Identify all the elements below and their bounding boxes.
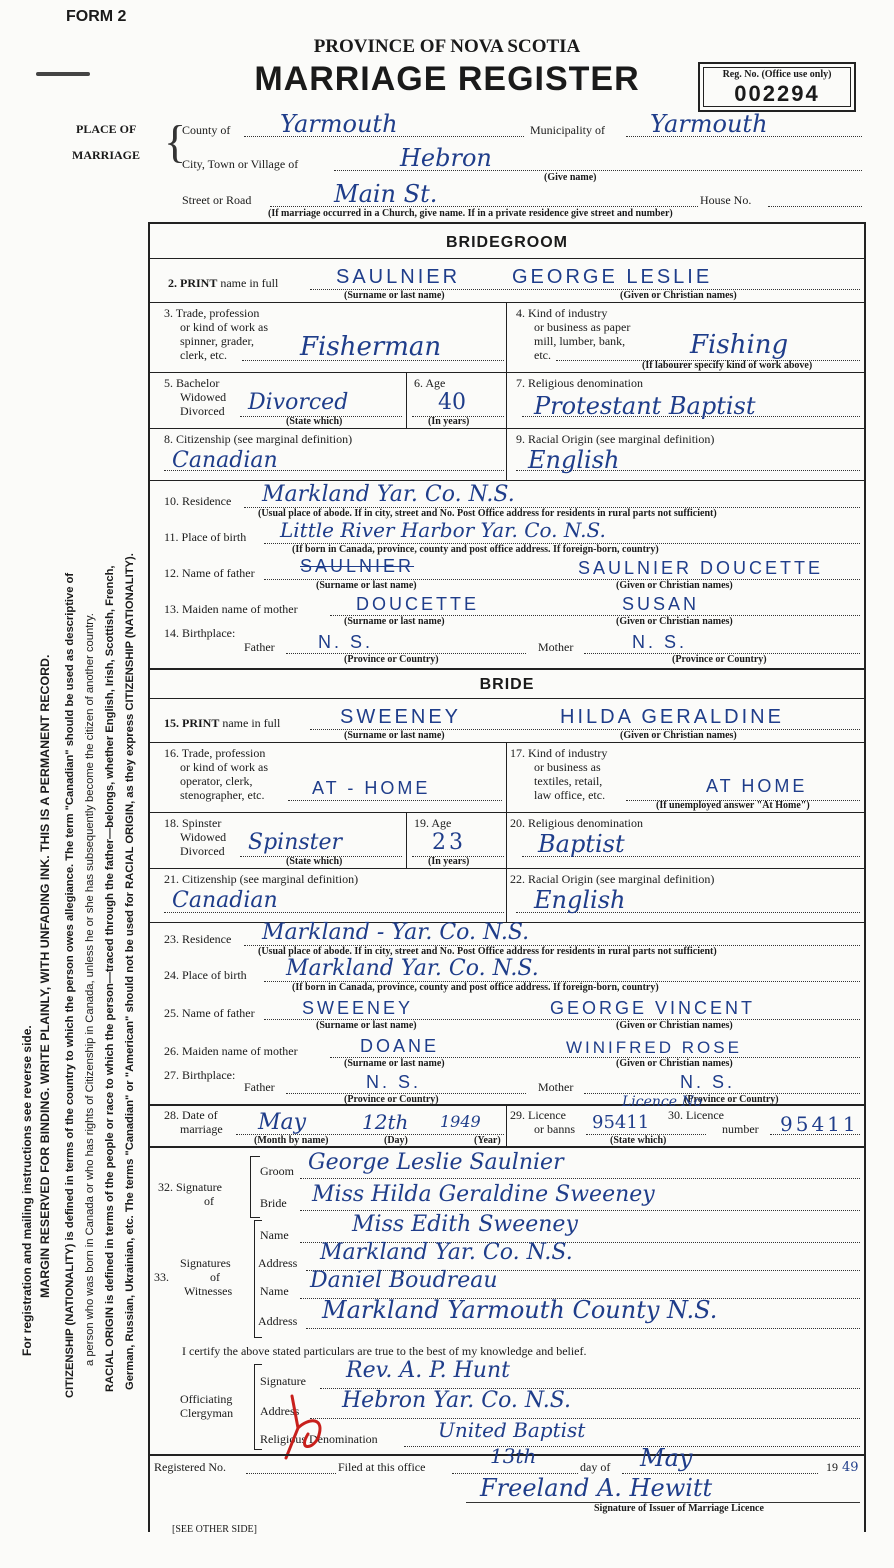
bride-father-surname-note: (Surname or last name) bbox=[316, 1020, 417, 1031]
groom-surname: SAULNIER bbox=[336, 266, 461, 288]
officiating-label-a: Officiating bbox=[180, 1392, 233, 1406]
surname-note: (Surname or last name) bbox=[344, 290, 445, 301]
w1-name: Miss Edith Sweeney bbox=[352, 1212, 578, 1237]
see-other-side: [SEE OTHER SIDE] bbox=[172, 1524, 257, 1535]
denomination-label: Religious Denomination bbox=[260, 1432, 378, 1446]
f11-label: 11. Place of birth bbox=[164, 530, 247, 544]
f16-label-b: or kind of work as bbox=[180, 760, 268, 774]
clergy-denomination: United Baptist bbox=[438, 1418, 586, 1442]
f14-mother-prov-note: (Province or Country) bbox=[672, 654, 767, 665]
groom-trade: Fisherman bbox=[300, 332, 442, 362]
issuer-signature: Freeland A. Hewitt bbox=[480, 1474, 713, 1502]
bride-given: HILDA GERALDINE bbox=[560, 706, 784, 728]
f4-label-c: mill, lumber, bank, bbox=[534, 334, 626, 348]
licence-number: 95411 bbox=[780, 1112, 859, 1136]
f33-num: 33. bbox=[154, 1270, 169, 1284]
groom-label: Groom bbox=[260, 1164, 294, 1178]
marriage-day: 12th bbox=[362, 1110, 409, 1134]
f7-label: 7. Religious denomination bbox=[516, 376, 643, 390]
f4-label-b: or business as paper bbox=[534, 320, 631, 334]
f9-label: 9. Racial Origin (see marginal definition) bbox=[516, 432, 715, 446]
page-title: MARRIAGE REGISTER bbox=[254, 60, 640, 98]
filed-month: May bbox=[640, 1444, 693, 1472]
bride-trade: AT - HOME bbox=[312, 778, 431, 798]
bride-mother-birth: N. S. bbox=[680, 1072, 736, 1092]
clergy-address-label: Address bbox=[260, 1404, 300, 1418]
f4-label-a: 4. Kind of industry bbox=[516, 306, 608, 320]
bride-father-surname: SWEENEY bbox=[302, 998, 414, 1018]
ink-mark bbox=[36, 72, 90, 76]
f33-label-a: Signatures bbox=[180, 1256, 231, 1270]
bride-given-note: (Given or Christian names) bbox=[620, 730, 737, 741]
f29-label-b: or banns bbox=[534, 1122, 575, 1136]
margin-line-6: German, Russian, Ukrainian, etc. The terms "Canadian" or "American" should not be used for RACIAL ORIGIN, as they express CITIZENSHIP (NATIONALITY). bbox=[124, 553, 136, 1390]
bride-in-years: (In years) bbox=[428, 856, 470, 867]
bride-mother-given-note: (Given or Christian names) bbox=[616, 1058, 733, 1069]
marriage-year: 1949 bbox=[440, 1112, 481, 1131]
in-years: (In years) bbox=[428, 416, 470, 427]
f23-label: 23. Residence bbox=[164, 932, 232, 946]
f28-label-b: marriage bbox=[180, 1122, 223, 1136]
bride-birthplace: Markland Yar. Co. N.S. bbox=[286, 956, 539, 981]
groom-industry: Fishing bbox=[690, 330, 789, 360]
f19-label: 19. Age bbox=[414, 816, 452, 830]
groom-religion: Protestant Baptist bbox=[534, 392, 756, 420]
bride-birthplace-note: (If born in Canada, province, county and post office address. If foreign-born, country) bbox=[292, 982, 659, 993]
w2-address-label: Address bbox=[258, 1314, 298, 1328]
f17-label-b: or business as bbox=[534, 760, 601, 774]
groom-mother-birth: N. S. bbox=[632, 632, 688, 652]
groom-father-surname: SAULNIER bbox=[300, 556, 415, 576]
clergy-signature: Rev. A. P. Hunt bbox=[346, 1358, 510, 1383]
margin-line-1: For registration and mailing instructions see reverse side. bbox=[20, 1025, 34, 1356]
county-label: County of bbox=[182, 123, 231, 137]
w2-name-label: Name bbox=[260, 1284, 289, 1298]
bride-industry-note: (If unemployed answer "At Home") bbox=[656, 800, 810, 811]
year-note: (Year) bbox=[474, 1135, 501, 1146]
licence-type: Licence No bbox=[622, 1094, 703, 1110]
f3-label-d: clerk, etc. bbox=[180, 348, 227, 362]
f32-label-a: 32. Signature bbox=[158, 1180, 222, 1194]
registration-number-box bbox=[698, 62, 856, 112]
filed-year-prefix: 19 bbox=[826, 1460, 838, 1474]
industry-note: (If labourer specify kind of work above) bbox=[642, 360, 813, 371]
groom-residence: Markland Yar. Co. N.S. bbox=[262, 482, 515, 507]
certify-text: I certify the above stated particulars are true to the best of my knowledge and belief. bbox=[182, 1344, 587, 1358]
filed-label: Filed at this office bbox=[338, 1460, 426, 1474]
city-value: Hebron bbox=[400, 144, 492, 172]
bride-heading: BRIDE bbox=[479, 676, 535, 693]
issuer-note: Signature of Issuer of Marriage Licence bbox=[594, 1503, 764, 1514]
groom-age: 40 bbox=[438, 390, 466, 415]
f14-father-prov-note: (Province or Country) bbox=[344, 654, 439, 665]
f18-label-b: Widowed bbox=[180, 830, 227, 844]
margin-line-2: MARGIN RESERVED FOR BINDING. WRITE PLAINLY, WITH UNFADING INK. THIS IS A PERMANENT RECORD. bbox=[38, 654, 52, 1298]
f17-label-c: textiles, retail, bbox=[534, 774, 603, 788]
father-given-note: (Given or Christian names) bbox=[616, 580, 733, 591]
filed-year-suffix: 49 bbox=[842, 1460, 859, 1475]
f18-label-a: 18. Spinster bbox=[164, 816, 222, 830]
given-note: (Given or Christian names) bbox=[620, 290, 737, 301]
f18-label-c: Divorced bbox=[180, 844, 225, 858]
day-of-label: day of bbox=[580, 1460, 611, 1474]
f32-label-b: of bbox=[204, 1194, 214, 1208]
w1-address: Markland Yar. Co. N.S. bbox=[320, 1240, 573, 1265]
clergy-address: Hebron Yar. Co. N.S. bbox=[342, 1388, 572, 1413]
day-note: (Day) bbox=[384, 1135, 408, 1146]
f16-label-c: operator, clerk, bbox=[180, 774, 253, 788]
f29-label-a: 29. Licence bbox=[510, 1108, 566, 1122]
f16-label-d: stenographer, etc. bbox=[180, 788, 265, 802]
bride-industry: AT HOME bbox=[706, 776, 808, 796]
w1-address-label: Address bbox=[258, 1256, 298, 1270]
residence-note: (Usual place of abode. If in city, street and No. Post Office address for residents in rural parts not sufficient) bbox=[258, 508, 717, 519]
bride-mother-given: WINIFRED ROSE bbox=[566, 1038, 742, 1057]
bride-surname-note: (Surname or last name) bbox=[344, 730, 445, 741]
f25-label: 25. Name of father bbox=[164, 1006, 255, 1020]
f27-father-label: Father bbox=[244, 1080, 275, 1094]
marriage-label: MARRIAGE bbox=[72, 148, 140, 162]
bride-racial: English bbox=[534, 886, 626, 914]
bride-father-given-note: (Given or Christian names) bbox=[616, 1020, 733, 1031]
w1-name-label: Name bbox=[260, 1228, 289, 1242]
f26-label: 26. Maiden name of mother bbox=[164, 1044, 298, 1058]
bride-age: 23 bbox=[432, 830, 466, 855]
give-name-note: (Give name) bbox=[544, 172, 597, 183]
f33-label-b: of bbox=[210, 1270, 220, 1284]
bride-status: Spinster bbox=[248, 830, 343, 855]
county-value: Yarmouth bbox=[280, 110, 398, 138]
bride-mother-surname-note: (Surname or last name) bbox=[344, 1058, 445, 1069]
house-label: House No. bbox=[700, 193, 752, 207]
f20-label: 20. Religious denomination bbox=[510, 816, 643, 830]
groom-status: Divorced bbox=[248, 390, 349, 415]
licence-state-which: (State which) bbox=[610, 1135, 667, 1146]
f17-label-a: 17. Kind of industry bbox=[510, 746, 608, 760]
officiating-label-b: Clergyman bbox=[180, 1406, 234, 1420]
father-surname-note: (Surname or last name) bbox=[316, 580, 417, 591]
filed-day: 13th bbox=[490, 1444, 537, 1468]
f27-mother-label: Mother bbox=[538, 1080, 574, 1094]
municipality-label: Municipality of bbox=[530, 123, 605, 137]
f17-label-d: law office, etc. bbox=[534, 788, 606, 802]
bride-father-birth: N. S. bbox=[366, 1072, 422, 1092]
f3-label-a: 3. Trade, profession bbox=[164, 306, 260, 320]
bride-residence: Markland - Yar. Co. N.S. bbox=[262, 920, 530, 945]
state-which: (State which) bbox=[286, 416, 343, 427]
licence-banns: 95411 bbox=[592, 1112, 650, 1133]
f5-label-a: 5. Bachelor bbox=[164, 376, 220, 390]
f28-label-a: 28. Date of bbox=[164, 1108, 218, 1122]
f5-label-c: Divorced bbox=[180, 404, 225, 418]
bride-religion: Baptist bbox=[538, 830, 625, 858]
bride-state-which: (State which) bbox=[286, 856, 343, 867]
f8-label: 8. Citizenship (see marginal definition) bbox=[164, 432, 353, 446]
mother-given-note: (Given or Christian names) bbox=[616, 616, 733, 627]
f3-label-b: or kind of work as bbox=[180, 320, 268, 334]
f3-label-c: spinner, grader, bbox=[180, 334, 255, 348]
f30-label-a: 30. Licence bbox=[668, 1108, 724, 1122]
groom-mother-surname: DOUCETTE bbox=[356, 594, 479, 614]
groom-signature: George Leslie Saulnier bbox=[308, 1150, 564, 1175]
f15-label: 15. PRINT name in full bbox=[164, 716, 281, 730]
place-of-label: PLACE OF bbox=[76, 122, 137, 136]
city-label: City, Town or Village of bbox=[182, 157, 299, 171]
marriage-register-page: FORM 2 PROVINCE OF NOVA SCOTIA MARRIAGE REGISTER Reg. No. (Office use only) 002294 For registration and mailing instructions see reverse side. MARGIN RESERVED FOR BINDING. WRITE PLAINLY, WITH UNFADING INK. THIS IS A PERMANENT RECORD. CITIZENSHIP (NATIONALITY) is defined in terms of the country to which the person owes allegiance. The term "Canadian" should be used as descriptive of a person who was born in Canada or who has rights of Citizenship in Canada, unless he or she has subsequently become the citizen of another country. RACIAL ORIGIN is defined in terms of the people or race to which the person—traced through the father—belongs, whether English, Irish, Scottish, French, German, Russian, Ukrainian, etc. The terms "Canadian" or "American" should not be used for RACIAL ORIGIN, as they express CITIZENSHIP (NATIONALITY). PLACE OF MARRIAGE { County of Yarmouth Municipality of Yarmouth City, Town or Village of Hebron (Give name) Street or Road Main St. House No. (If marriage occurred in a Church, give name. If in a private residence give street and number) BRIDEGROOM 2. PRINT name in full SAULNIER GEORGE LESLIE (Surname or last name) (Given or Christian names) 3. Trade, profession or kind of work as spinner, grader, clerk, etc. Fisherman 4. Kind of industry or business as paper mill, lumber, bank, etc. Fishing (If labourer specify kind of work above) 5. Bachelor Widowed Divorced Divorced (State which) 6. Age 40 (In years) 7. Religious denomination Protestant Baptist 8. Citizenship (see marginal definition) Canadian 9. Racial Origin (see marginal definition) English 10. Residence Markland Yar. Co. N.S. (Usual place of abode. If in city, street and No. Post Office address for residents in rural parts not sufficient) 11. Place of birth Little River Harbor Yar. Co. N.S. (If born in Canada, province, county and post office address. If foreign-born, country) 12. Name of father SAULNIER SAULNIER DOUCETTE (Surname or last name) (Given or Christian names) 13. Maiden name of mother DOUCETTE SUSAN (Surname or last name) (Given or Christian names) 14. Birthplace: Father N. S. (Province or Country) Mother N. S. (Province or Country) BRIDE 15. PRINT name in full SWEENEY HILDA GERALDINE (Surname or last name) (Given or Christian names) 16. Trade, profession or kind of work as operator, clerk, stenographer, etc. AT - HOME 17. Kind of industry or business as textiles, retail, law office, etc. AT HOME (If unemployed answer "At Home") 18. Spinster Widowed Divorced Spinster (State which) 19. Age 23 (In years) 20. Religious denomination Baptist 21. Citizenship (see marginal definition) Canadian 22. Racial Origin (see marginal definition) English 23. Residence Markland - Yar. Co. N.S. (Usual place of abode. If in city, street and No. Post Office address for residents in rural parts not sufficient) 24. Place of birth Markland Yar. Co. N.S. (If born in Canada, province, county and post office address. If foreign-born, country) 25. Name of father SWEENEY GEORGE VINCENT (Surname or last name) (Given or Christian names) 26. Maiden name of mother DOANE WINIFRED ROSE (Surname or last name) (Given or Christian names) 27. Birthplace: Father N. S. (Province or Country) Mother N. S. (Province or Country) 28. Date of marriage May 12th 1949 (Month by name) (Day) (Year) 29. Licence or banns Licence No 95411 (State which) 30. Licence number 95411 32. Signature of Groom George Leslie Saulnier Bride Miss Hilda Geraldine Sweeney Signatures 33. of Witnesses Name Miss Edith Sweeney Address Markland Yar. Co. N.S. Name Daniel Boudreau Address Markland Yarmouth County N.S. I certify the above stated particulars are true to the best of my knowledge and belief. Officiating Clergyman Signature Rev. A. P. Hunt Address Hebron Yar. Co. N.S. Religious Denomination United Baptist Registered No. Filed at this office 13th day of May 19 49 Freeland A. Hewitt Signature of Issuer of Marriage Licence [SEE OTHER SIDE] bbox=[0, 0, 894, 1568]
margin-line-4: a person who was born in Canada or who has rights of Citizenship in Canada, unless he or she has subsequently become the citizen of another country. bbox=[84, 613, 96, 1366]
f14-father-label: Father bbox=[244, 640, 275, 654]
groom-father-birth: N. S. bbox=[318, 632, 374, 652]
clergy-signature-label: Signature bbox=[260, 1374, 306, 1388]
groom-racial: English bbox=[528, 446, 620, 474]
f30-label-b: number bbox=[722, 1122, 759, 1136]
f14-mother-label: Mother bbox=[538, 640, 574, 654]
w2-address: Markland Yarmouth County N.S. bbox=[322, 1296, 718, 1324]
bride-citizenship: Canadian bbox=[172, 888, 278, 913]
f2-label: 2. PRINT name in full bbox=[168, 276, 279, 290]
street-label: Street or Road bbox=[182, 193, 252, 207]
bride-label: Bride bbox=[260, 1196, 287, 1210]
bride-father-given: GEORGE VINCENT bbox=[550, 998, 756, 1018]
municipality-value: Yarmouth bbox=[650, 110, 768, 138]
groom-father-given: SAULNIER DOUCETTE bbox=[578, 558, 824, 578]
form-number: FORM 2 bbox=[66, 8, 127, 25]
province-title: PROVINCE OF NOVA SCOTIA bbox=[313, 36, 581, 57]
f22-label: 22. Racial Origin (see marginal definition) bbox=[510, 872, 715, 886]
groom-citizenship: Canadian bbox=[172, 448, 278, 473]
f14-label: 14. Birthplace: bbox=[164, 626, 236, 640]
f5-label-b: Widowed bbox=[180, 390, 227, 404]
reg-no-value: 002294 bbox=[734, 81, 820, 106]
groom-given: GEORGE LESLIE bbox=[512, 266, 713, 288]
f13-label: 13. Maiden name of mother bbox=[164, 602, 298, 616]
mother-surname-note: (Surname or last name) bbox=[344, 616, 445, 627]
bride-residence-note: (Usual place of abode. If in city, street and No. Post Office address for residents in rural parts not sufficient) bbox=[258, 946, 717, 957]
bride-mother-surname: DOANE bbox=[360, 1036, 440, 1056]
street-note: (If marriage occurred in a Church, give name. If in a private residence give street and number) bbox=[268, 208, 673, 219]
f33-label-c: Witnesses bbox=[184, 1284, 233, 1298]
f16-label-a: 16. Trade, profession bbox=[164, 746, 266, 760]
f10-label: 10. Residence bbox=[164, 494, 232, 508]
street-value: Main St. bbox=[334, 180, 438, 208]
month-note: (Month by name) bbox=[254, 1135, 329, 1146]
bride-signature: Miss Hilda Geraldine Sweeney bbox=[312, 1182, 655, 1207]
f24-label: 24. Place of birth bbox=[164, 968, 247, 982]
groom-birthplace: Little River Harbor Yar. Co. N.S. bbox=[280, 518, 606, 542]
f27-father-prov-note: (Province or Country) bbox=[344, 1094, 439, 1105]
bridegroom-heading: BRIDEGROOM bbox=[446, 234, 568, 251]
birthplace-note: (If born in Canada, province, county and post office address. If foreign-born, country) bbox=[292, 544, 659, 555]
f27-label: 27. Birthplace: bbox=[164, 1068, 236, 1082]
f12-label: 12. Name of father bbox=[164, 566, 255, 580]
margin-line-5: RACIAL ORIGIN is defined in terms of the people or race to which the person—traced through the father—belongs, whether English, Irish, Scottish, French, bbox=[104, 565, 116, 1392]
f4-label-d: etc. bbox=[534, 348, 551, 362]
margin-line-3: CITIZENSHIP (NATIONALITY) is defined in terms of the country to which the person owes allegiance. The term "Canadian" should be used as descriptive of bbox=[64, 572, 76, 1398]
red-ink-mark bbox=[278, 1388, 338, 1460]
f27-mother-prov-note: (Province or Country) bbox=[684, 1094, 779, 1105]
f21-label: 21. Citizenship (see marginal definition) bbox=[164, 872, 359, 886]
f6-label: 6. Age bbox=[414, 376, 446, 390]
bride-surname: SWEENEY bbox=[340, 706, 462, 728]
groom-mother-given: SUSAN bbox=[622, 594, 700, 614]
w2-name: Daniel Boudreau bbox=[310, 1268, 498, 1293]
registered-no-label: Registered No. bbox=[154, 1460, 226, 1474]
marriage-month: May bbox=[258, 1110, 307, 1135]
reg-no-label: Reg. No. (Office use only) bbox=[722, 69, 832, 80]
